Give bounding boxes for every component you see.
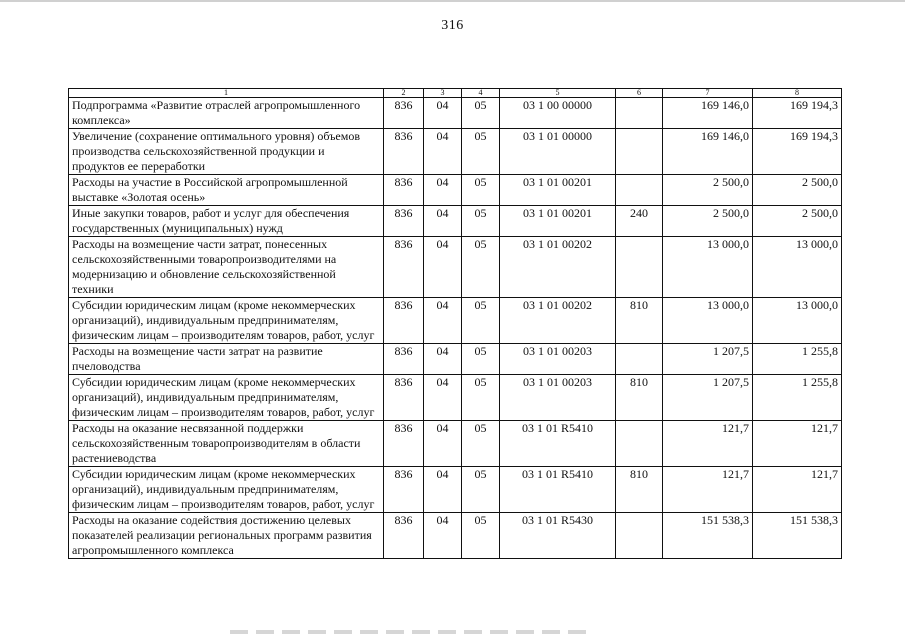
row-subsection: 05 [462, 206, 500, 237]
row-target-code: 03 1 01 00201 [500, 175, 616, 206]
row-expense-type [616, 344, 663, 375]
column-header: 4 [462, 89, 500, 98]
row-sum-year2: 1 255,8 [753, 375, 842, 421]
row-expense-type [616, 513, 663, 559]
row-section: 04 [424, 237, 462, 298]
table-row [69, 298, 842, 344]
row-section: 04 [424, 98, 462, 129]
page-top-edge [0, 0, 905, 2]
page-number: 316 [441, 18, 464, 33]
row-expense-type [616, 129, 663, 175]
table-row [69, 237, 842, 298]
table-row [69, 129, 842, 175]
row-section: 04 [424, 129, 462, 175]
row-name: Субсидии юридическим лицам (кроме некоммерческих организаций), индивидуальным предпринимателям, физическим лицам – производителям товаров, работ, услуг [69, 467, 384, 513]
row-sum-year1: 121,7 [663, 421, 753, 467]
row-grbs: 836 [384, 298, 424, 344]
column-header: 2 [384, 89, 424, 98]
row-sum-year1: 169 146,0 [663, 98, 753, 129]
row-name: Расходы на оказание содействия достижению целевых показателей реализации региональных программ развития агропромышленного комплекса [69, 513, 384, 559]
column-header: 6 [616, 89, 663, 98]
row-section: 04 [424, 375, 462, 421]
row-sum-year2: 13 000,0 [753, 237, 842, 298]
row-sum-year1: 151 538,3 [663, 513, 753, 559]
row-grbs: 836 [384, 237, 424, 298]
row-grbs: 836 [384, 129, 424, 175]
row-subsection: 05 [462, 467, 500, 513]
row-grbs: 836 [384, 421, 424, 467]
row-section: 04 [424, 467, 462, 513]
row-expense-type [616, 175, 663, 206]
row-sum-year2: 121,7 [753, 467, 842, 513]
row-section: 04 [424, 513, 462, 559]
row-subsection: 05 [462, 237, 500, 298]
row-subsection: 05 [462, 375, 500, 421]
row-target-code: 03 1 01 00203 [500, 344, 616, 375]
row-name: Подпрограмма «Развитие отраслей агропромышленного комплекса» [69, 98, 384, 129]
row-subsection: 05 [462, 344, 500, 375]
row-target-code: 03 1 01 00201 [500, 206, 616, 237]
row-expense-type [616, 421, 663, 467]
row-target-code: 03 1 01 R5410 [500, 421, 616, 467]
row-name: Расходы на возмещение части затрат, понесенных сельскохозяйственными товаропроизводителями на модернизацию и обновление сельскохозяйственной техники [69, 237, 384, 298]
row-sum-year2: 169 194,3 [753, 98, 842, 129]
row-section: 04 [424, 175, 462, 206]
row-name: Субсидии юридическим лицам (кроме некоммерческих организаций), индивидуальным предпринимателям, физическим лицам – производителям товаров, работ, услуг [69, 375, 384, 421]
table-row [69, 467, 842, 513]
row-sum-year2: 2 500,0 [753, 206, 842, 237]
column-header: 1 [69, 89, 384, 98]
column-header: 8 [753, 89, 842, 98]
row-target-code: 03 1 01 00203 [500, 375, 616, 421]
row-sum-year1: 1 207,5 [663, 344, 753, 375]
table-row [69, 421, 842, 467]
row-sum-year2: 13 000,0 [753, 298, 842, 344]
row-section: 04 [424, 298, 462, 344]
row-subsection: 05 [462, 129, 500, 175]
row-target-code: 03 1 01 00202 [500, 237, 616, 298]
row-sum-year2: 2 500,0 [753, 175, 842, 206]
row-grbs: 836 [384, 175, 424, 206]
row-sum-year1: 13 000,0 [663, 298, 753, 344]
row-grbs: 836 [384, 98, 424, 129]
row-name: Субсидии юридическим лицам (кроме некоммерческих организаций), индивидуальным предпринимателям, физическим лицам – производителям товаров, работ, услуг [69, 298, 384, 344]
row-subsection: 05 [462, 175, 500, 206]
row-sum-year2: 169 194,3 [753, 129, 842, 175]
column-header: 3 [424, 89, 462, 98]
row-target-code: 03 1 01 00000 [500, 129, 616, 175]
table-row [69, 175, 842, 206]
column-number-row [69, 89, 842, 98]
row-expense-type: 240 [616, 206, 663, 237]
budget-table [68, 88, 842, 559]
row-grbs: 836 [384, 206, 424, 237]
table-row [69, 206, 842, 237]
row-name: Расходы на возмещение части затрат на развитие пчеловодства [69, 344, 384, 375]
row-subsection: 05 [462, 421, 500, 467]
table-row [69, 375, 842, 421]
row-section: 04 [424, 421, 462, 467]
row-expense-type: 810 [616, 375, 663, 421]
next-row-cut-edge [230, 630, 590, 634]
row-target-code: 03 1 01 R5430 [500, 513, 616, 559]
row-name: Расходы на участие в Российской агропромышленной выставке «Золотая осень» [69, 175, 384, 206]
row-target-code: 03 1 01 00202 [500, 298, 616, 344]
row-grbs: 836 [384, 375, 424, 421]
row-grbs: 836 [384, 467, 424, 513]
row-sum-year2: 151 538,3 [753, 513, 842, 559]
row-sum-year1: 169 146,0 [663, 129, 753, 175]
row-sum-year1: 13 000,0 [663, 237, 753, 298]
row-name: Увеличение (сохранение оптимального уровня) объемов производства сельскохозяйственной продукции и продуктов ее переработки [69, 129, 384, 175]
row-subsection: 05 [462, 298, 500, 344]
column-header: 7 [663, 89, 753, 98]
row-sum-year1: 2 500,0 [663, 175, 753, 206]
row-expense-type: 810 [616, 467, 663, 513]
row-grbs: 836 [384, 344, 424, 375]
row-expense-type [616, 237, 663, 298]
row-section: 04 [424, 206, 462, 237]
row-target-code: 03 1 01 R5410 [500, 467, 616, 513]
row-sum-year1: 1 207,5 [663, 375, 753, 421]
table-row [69, 513, 842, 559]
row-name: Расходы на оказание несвязанной поддержки сельскохозяйственным товаропроизводителям в области растениеводства [69, 421, 384, 467]
row-name: Иные закупки товаров, работ и услуг для обеспечения государственных (муниципальных) нужд [69, 206, 384, 237]
row-sum-year2: 121,7 [753, 421, 842, 467]
row-grbs: 836 [384, 513, 424, 559]
table-row [69, 98, 842, 129]
row-sum-year1: 121,7 [663, 467, 753, 513]
row-section: 04 [424, 344, 462, 375]
row-subsection: 05 [462, 513, 500, 559]
row-expense-type: 810 [616, 298, 663, 344]
row-expense-type [616, 98, 663, 129]
row-sum-year2: 1 255,8 [753, 344, 842, 375]
row-target-code: 03 1 00 00000 [500, 98, 616, 129]
column-header: 5 [500, 89, 616, 98]
table-row [69, 344, 842, 375]
row-subsection: 05 [462, 98, 500, 129]
row-sum-year1: 2 500,0 [663, 206, 753, 237]
